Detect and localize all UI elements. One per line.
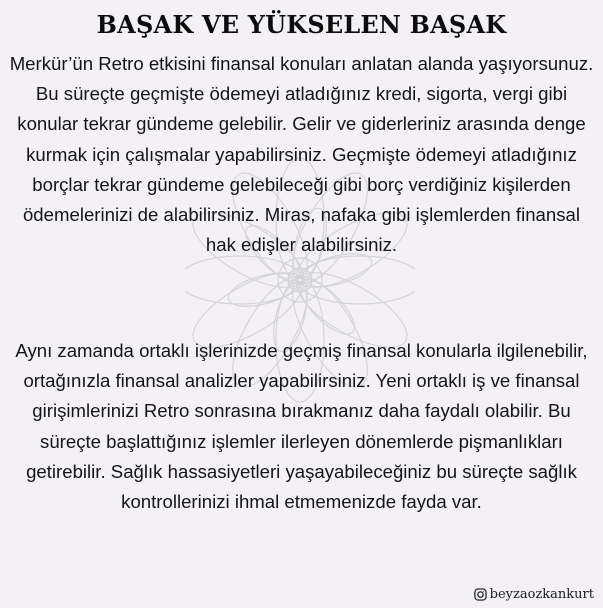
instagram-icon	[474, 588, 487, 601]
paragraph-partnerships: Aynı zamanda ortaklı işlerinizde geçmiş finansal konularla ilgilenebilir, ortağınızla finansal analizler yapabilirsiniz. Yeni ortaklı iş ve finansal girişimlerinizi Retro sonrasına bırakmanız daha faydalı olabilir. Bu süreçte başlattığınız işlemler ilerleyen dönemlerde pişmanlıkları getirebilir. Sağlık hassasiyetleri yaşayabileceğiniz bu süreçte sağlık kontrollerinizi ihmal etmemenizde fayda var.	[15, 340, 588, 513]
social-handle-text: beyzaozkankurt	[489, 587, 594, 602]
page-title: BAŞAK VE YÜKSELEN BAŞAK	[96, 10, 507, 39]
social-handle[interactable]	[474, 587, 594, 602]
paragraph-finances: Merkür’ün Retro etkisini finansal konuları anlatan alanda yaşıyorsunuz. Bu süreçte geçmişte ödemeyi atladığınız kredi, sigorta, vergi gibi konular tekrar gündeme gelebilir. Gelir ve giderleriniz arasında denge kurmak için çalışmalar yapabilirsiniz. Geçmişte ödemeyi atladığınız borçlar tekrar gündeme gelebileceği gibi borç verdiğiniz kişilerden ödemelerinizi de alabilirsiniz. Miras, nafaka gibi işlemlerden finansal hak edişler alabilirsiniz.	[9, 53, 594, 256]
